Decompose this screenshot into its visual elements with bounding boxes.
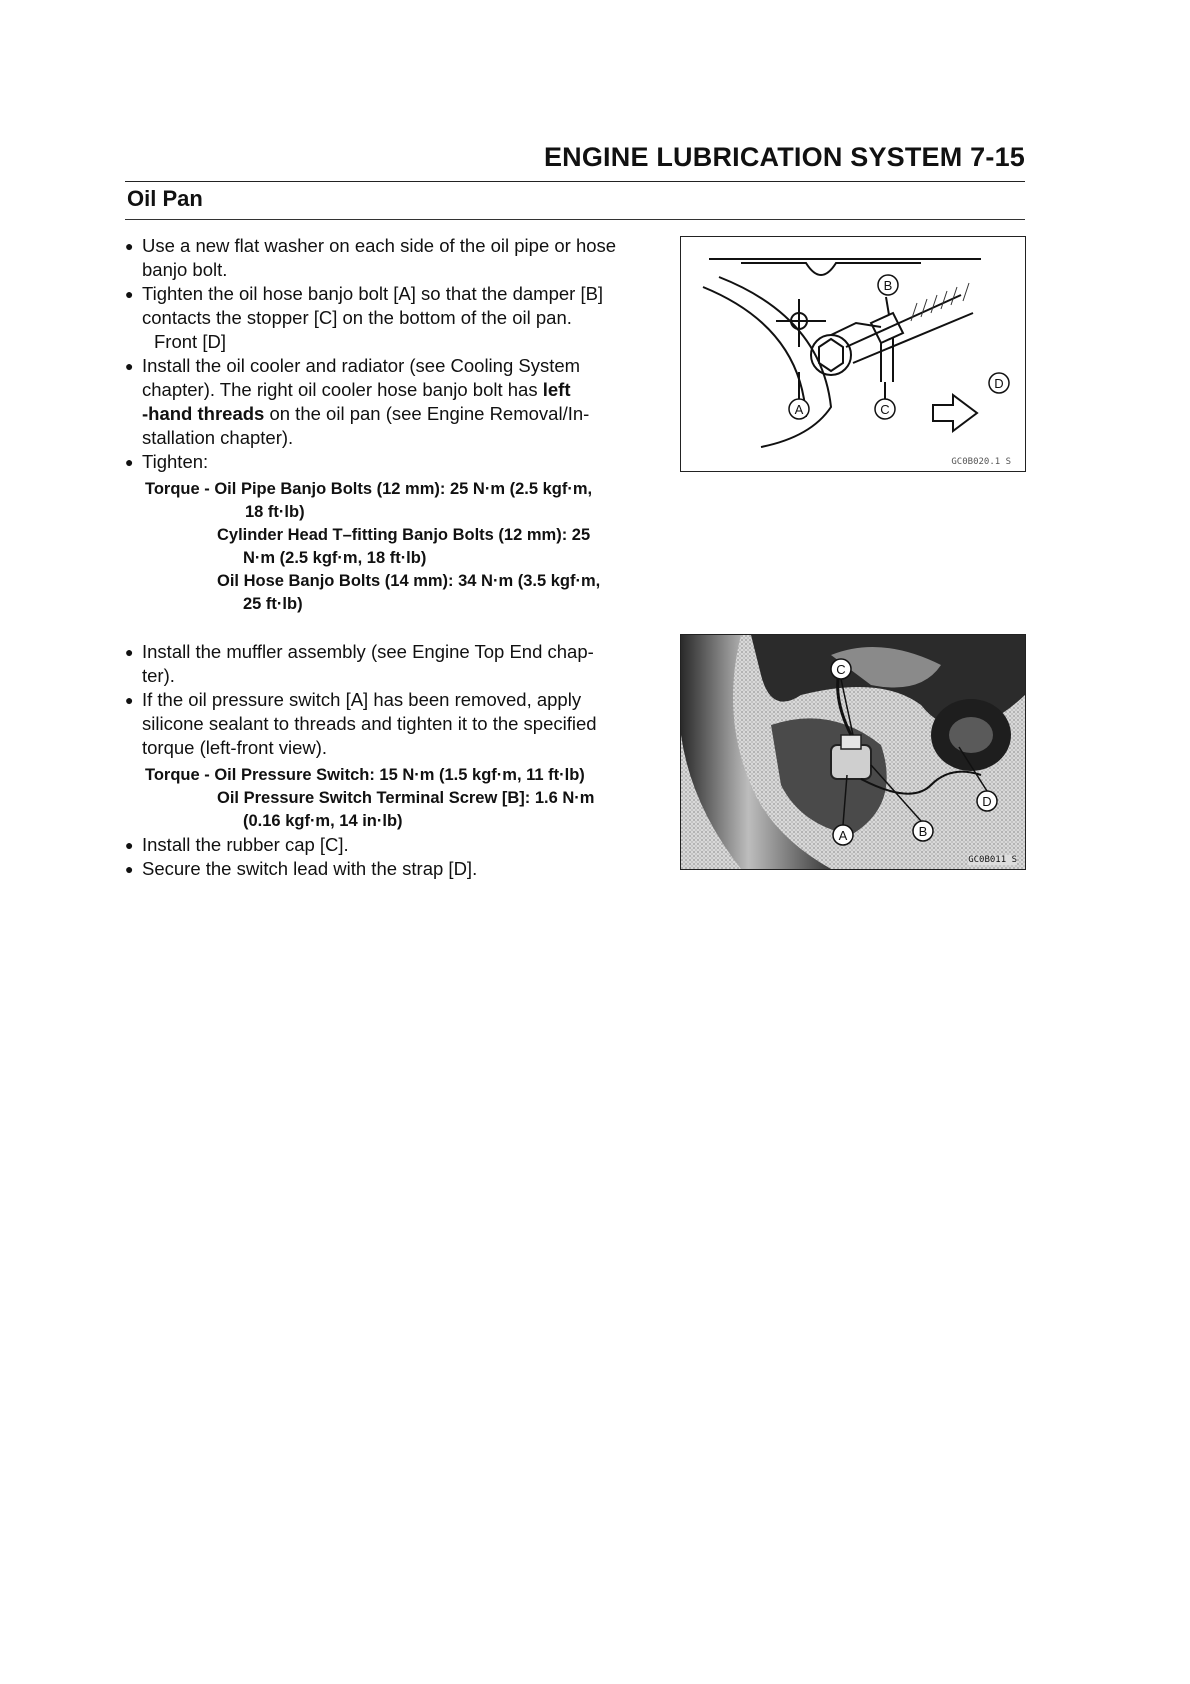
callout-d-label: D — [994, 376, 1004, 391]
callout-b-label: B — [918, 824, 928, 839]
bullet-oil-pressure-switch: ● If the oil pressure switch [A] has been removed, apply silicone sealant to threads and tighten it to the specified torque (left-front view). — [125, 688, 655, 760]
bullet-install-cooler: ● Install the oil cooler and radiator (see Cooling System chapter). The right oil cooler hose banjo bolt has left -hand threads on the oil pan (see Engine Removal/In- stallation chapter). — [125, 354, 655, 450]
diagram-drawing — [681, 237, 1025, 471]
callout-d-label: D — [982, 794, 992, 809]
callout-a-label: A — [838, 828, 848, 843]
figure-code: GC0B011 S — [968, 855, 1017, 865]
torque-spec-block-2: Torque - Oil Pressure Switch: 15 N·m (1.5 kgf·m, 11 ft·lb) Oil Pressure Switch Terminal Screw [B]: 1.6 N·m (0.16 kgf·m, 14 in·lb) — [145, 766, 595, 830]
header-rule — [125, 181, 1025, 182]
figure-oil-pressure-switch-photo — [680, 634, 1026, 870]
callout-c-label: C — [880, 402, 890, 417]
bullet-tighten: ● Tighten: — [125, 450, 655, 474]
callout-a-label: A — [794, 402, 804, 417]
bullet-flat-washer: ● Use a new flat washer on each side of the oil pipe or hose banjo bolt. — [125, 234, 655, 282]
bullet-rubber-cap: ● Install the rubber cap [C]. — [125, 833, 655, 857]
bullet-tighten-banjo: ● Tighten the oil hose banjo bolt [A] so that the damper [B] contacts the stopper [C] on the bottom of the oil pan. Front [D] — [125, 282, 655, 354]
instructions-block-1 — [125, 234, 655, 616]
section-title: Oil Pan — [127, 186, 203, 211]
figure-code: GC0B020.1 S — [951, 457, 1011, 467]
page-header-title: ENGINE LUBRICATION SYSTEM 7-15 — [543, 142, 1025, 172]
bullet-install-muffler: ● Install the muffler assembly (see Engine Top End chap- ter). — [125, 640, 655, 688]
photo-rendering — [681, 635, 1025, 869]
bullet-secure-lead: ● Secure the switch lead with the strap [D]. — [125, 857, 655, 881]
instructions-block-2 — [125, 640, 655, 881]
section-rule — [125, 219, 1025, 220]
figure-oil-hose-banjo-diagram — [680, 236, 1026, 472]
torque-spec-block-1: Torque - Oil Pipe Banjo Bolts (12 mm): 25 N·m (2.5 kgf·m, 18 ft·lb) Cylinder Head T–fitting Banjo Bolts (12 mm): 25 N·m (2.5 kgf·m, 18 ft·lb) Oil Hose Banjo Bolts (14 mm): 34 N·m (3.5 kgf·m, 25 ft·lb) — [145, 480, 601, 613]
callout-c-label: C — [836, 662, 846, 677]
callout-b-label: B — [883, 278, 893, 293]
